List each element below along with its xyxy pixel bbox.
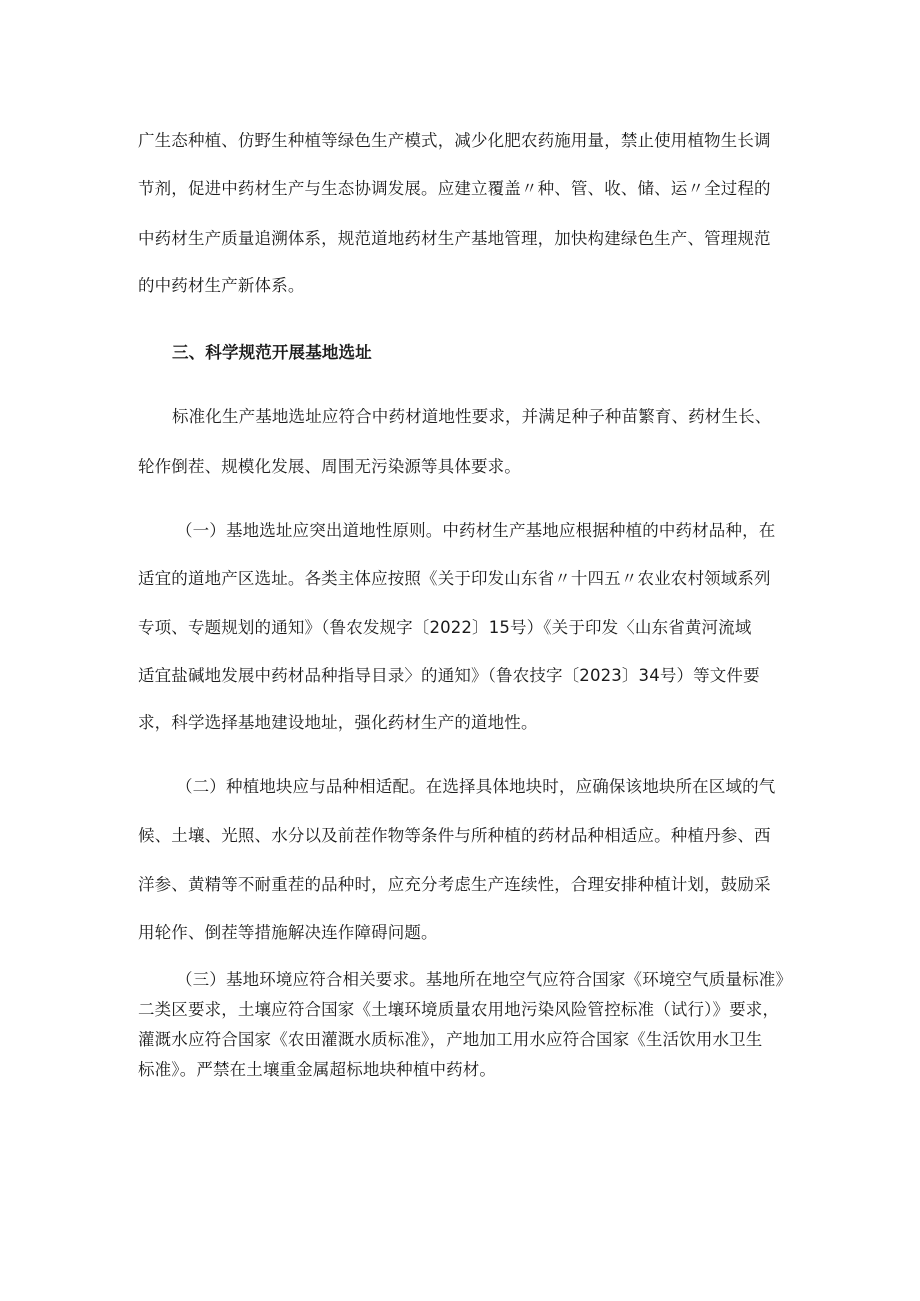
item-1-line: 适宜的道地产区选址。各类主体应按照《关于印发山东省〃十四五〃农业农村领域系列 bbox=[138, 569, 771, 588]
section-heading: 三、科学规范开展基地选址 bbox=[172, 343, 372, 362]
item-1-line: 适宜盐碱地发展中药材品种指导目录〉的通知》（鲁农技字〔2023〕34号）等文件要 bbox=[138, 666, 760, 685]
section-intro-line: 标准化生产基地选址应符合中药材道地性要求，并满足种子种苗繁育、药材生长、 bbox=[172, 407, 772, 426]
item-1-line: （一）基地选址应突出道地性原则。中药材生产基地应根据种植的中药材品种，在 bbox=[176, 521, 776, 540]
item-2-line: （二）种植地块应与品种相适配。在选择具体地块时，应确保该地块所在区域的气 bbox=[176, 777, 776, 796]
item-2-line: 用轮作、倒茬等措施解决连作障碍问题。 bbox=[138, 923, 438, 942]
intro-line: 的中药材生产新体系。 bbox=[138, 276, 305, 295]
item-2-line: 候、土壤、光照、水分以及前茬作物等条件与所种植的药材品种相适应。种植丹参、西 bbox=[138, 826, 771, 845]
item-3-line: （三）基地环境应符合相关要求。基地所在地空气应符合国家《环境空气质量标准》 bbox=[176, 970, 793, 989]
item-1-line: 专项、专题规划的通知》（鲁农发规字〔2022〕15号）《关于印发〈山东省黄河流域 bbox=[138, 618, 752, 637]
intro-line: 广生态种植、仿野生种植等绿色生产模式，减少化肥农药施用量，禁止使用植物生长调 bbox=[138, 131, 771, 150]
item-3-line: 灌溉水应符合国家《农田灌溉水质标准》，产地加工用水应符合国家《生活饮用水卫生 bbox=[138, 1030, 763, 1049]
section-intro-line: 轮作倒茬、规模化发展、周围无污染源等具体要求。 bbox=[138, 457, 521, 476]
item-3-line: 标准》。严禁在土壤重金属超标地块种植中药材。 bbox=[138, 1060, 497, 1079]
intro-line: 节剂，促进中药材生产与生态协调发展。应建立覆盖〃种、管、收、储、运〃全过程的 bbox=[138, 179, 771, 198]
intro-line: 中药材生产质量追溯体系，规范道地药材生产基地管理，加快构建绿色生产、管理规范 bbox=[138, 229, 771, 248]
item-1-line: 求，科学选择基地建设地址，强化药材生产的道地性。 bbox=[138, 713, 538, 732]
item-2-line: 洋参、黄精等不耐重茬的品种时，应充分考虑生产连续性，合理安排种植计划，鼓励采 bbox=[138, 875, 771, 894]
item-3-line: 二类区要求，土壤应符合国家《土壤环境质量农用地污染风险管控标准（试行）》要求， bbox=[138, 1000, 780, 1019]
